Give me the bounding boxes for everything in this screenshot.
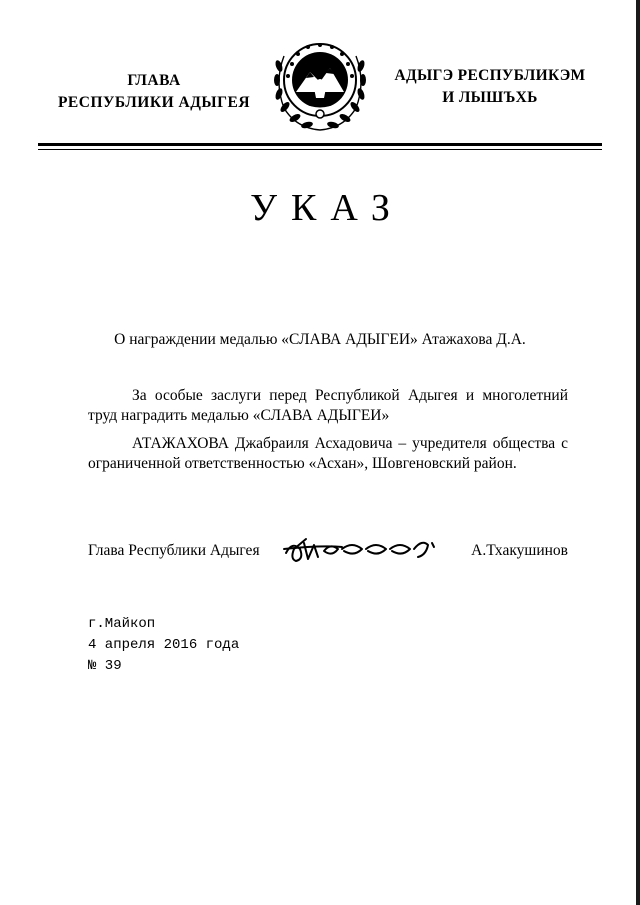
handwritten-signature-icon bbox=[282, 531, 448, 567]
header-right-line1: АДЫГЭ РЕСПУБЛИКЭМ bbox=[394, 67, 586, 84]
header-divider-thin bbox=[38, 149, 602, 150]
issue-number: № 39 bbox=[88, 658, 122, 674]
header-left-title bbox=[44, 70, 264, 114]
header-right-title bbox=[380, 65, 600, 109]
coat-of-arms-emblem-icon bbox=[270, 30, 370, 134]
issue-date: 4 апреля 2016 года bbox=[88, 637, 240, 653]
decree-paragraph-2: АТАЖАХОВА Джабраиля Асхадовича – учредителя общества с ограниченной ответственностью «Асхан», Шовгеновский район. bbox=[88, 435, 568, 472]
signatory-name: А.Тхакушинов bbox=[471, 542, 568, 559]
signature-row bbox=[88, 541, 568, 565]
document-subject: О награждении медалью «СЛАВА АДЫГЕИ» Атажахова Д.А. bbox=[114, 331, 526, 348]
header-right-line2: И ЛЫШЪХЬ bbox=[442, 89, 538, 106]
issue-details bbox=[88, 614, 239, 677]
issue-place: г.Майкоп bbox=[88, 616, 156, 632]
header-left-line2: РЕСПУБЛИКИ АДЫГЕЯ bbox=[57, 94, 251, 111]
signatory-position: Глава Республики Адыгея bbox=[88, 542, 260, 559]
document-title: УКАЗ bbox=[250, 187, 404, 229]
scan-edge-border bbox=[636, 0, 640, 905]
header-divider-thick bbox=[38, 143, 602, 146]
header-left-line1: ГЛАВА bbox=[127, 72, 181, 89]
decree-paragraph-1: За особые заслуги перед Республикой Адыгея и многолетний труд наградить медалью «СЛАВА АДЫГЕИ» bbox=[88, 387, 568, 424]
